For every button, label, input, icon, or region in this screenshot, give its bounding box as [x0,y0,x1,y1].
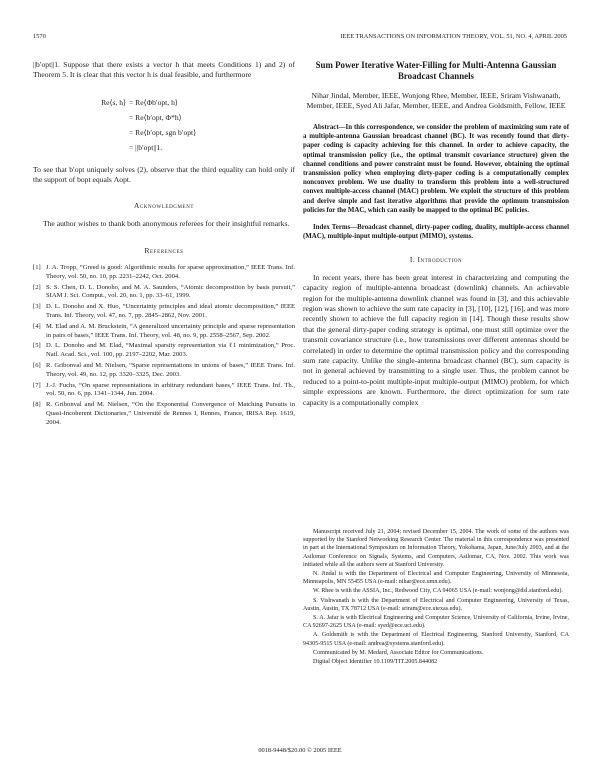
reference-item: [1] J. A. Tropp, “Greed is good: Algorithmic results for sparse approximation,” IEEE Trans. Inf. Theory, vol. 50, no. 10, pp. 2231–2242, Oct. 2004. [33,264,295,280]
footnote: Communicated by M. Medard, Associate Editor for Communications. [313,649,484,656]
reference-item: [5] D. L. Donoho and M. Elad, “Maximal sparsity representation via ℓ1 minimization,” Proc. Natl. Acad. Sci., vol. 100, pp. 2197–2202, Mar. 2003. [33,342,295,359]
author-list: Nihar Jindal, Member, IEEE, Wonjong Rhee, Member, IEEE, Sriram Vishwanath, Member, IEEE, Syed Ali Jafar, Member, IEEE, and Andrea Goldsmith, Fellow, IEEE [306,91,566,110]
reference-item: [4] M. Elad and A. M. Bruckstein, “A generalized uncertainty principle and sparse representation in pairs of bases,” IEEE Trans. Inf. Theory, vol. 48, no. 9, pp. 2558–2567, Sep. 2002. [33,322,295,339]
left-column [33,60,295,430]
proof-opening: ||b′opt||1. Suppose that there exists a vector h that meets Conditions 1) and 2) of Theorem 5. It is clear that this vector h is dual feasible, and furthermore [33,60,295,80]
section-heading: I. Introduction [409,255,463,265]
reference-item: [3] D. L. Donoho and X. Huo, “Uncertainty principles and ideal atomic decomposition,” IEEE Trans. Inf. Theory, vol. 47, no. 7, pp. 2845–2862, Nov. 2001. [33,303,295,320]
reference-item: [7] J.-J. Fuchs, “On sparse representations in arbitrary redundant bases,” IEEE Trans. Inf. Th., vol. 50, no. 6, pp. 1341–1344, Jun. 2004. [33,381,295,398]
paper-title: Sum Power Iterative Water-Filling for Multi-Antenna Gaussian Broadcast Channels [315,60,557,81]
footnote: Digital Object Identifier 10.1109/TIT.2005.844082 [313,659,438,666]
references-heading: References [144,245,184,255]
equation-line: = Re⟨b′opt, sgn b′opt⟩ [129,127,197,137]
footnote: S. Vishwanath is with the Department of Electrical and Computer Engineering, University of Texas, Austin, Austin, TX 78712 USA (e-mail: sriram@ece.utexas.edu). [303,597,569,612]
introduction-text: In recent years, there has been great interest in characterizing and computing the capacity region of multiple-antenna broadcast (downlink) channels. An achievable region for the multiple-antenna downlink channel was found in [3], and this achievable region was shown to achieve the sum rate capacity in [3], [10], [12], [16], and was more recently shown to achieve the full capacity region in [14]. Though these results show that the general dirty-paper coding strategy is optimal, one must still optimize over the transmit covariance structure (i.e., how transmissions over different antennas should be correlated) in order to determine the optimal transmission policy and the corresponding sum rate capacity. Unlike the single-antenna broadcast channel (BC), sum capacity is not in general achieved by transmitting to a single user. Thus, the problem cannot be reduced to a point-to-point multiple-input multiple-output (MIMO) problem, for which simple expressions are known. Furthermore, the direct optimization for sum rate capacity is a computationally complex [303,272,569,407]
footnotes [303,528,569,667]
abstract: Abstract—In this correspondence, we consider the problem of maximizing sum rate of a multiple-antenna Gaussian broadcast channel (BC). It was recently found that dirty-paper coding is capacity achieving for this channel. In order to achieve capacity, the optimal transmission policy (i.e., the optimal transmit covariance structure) given the channel conditions and power constraint must be found. However, obtaining the optimal transmission policy when employing dirty-paper coding is a computationally complex nonconvex problem. We use duality to transform this problem into a well-structured convex multiple-access channel (MAC) problem. We exploit the structure of this problem and derive simple and fast iterative algorithms that provide the optimum transmission policies for the MAC, which can easily be mapped to the optimal BC policies. [303,124,569,214]
reference-item: [2] S. S. Chen, D. L. Donoho, and M. A. Saunders, “Atomic decomposition by basis pursuit,” SIAM J. Sci. Comput., vol. 20, no. 1, pp. 33–61, 1999. [33,283,295,300]
equation-block [33,95,295,155]
running-header: IEEE TRANSACTIONS ON INFORMATION THEORY, VOL. 51, NO. 4, APRIL 2005 [340,33,567,40]
footnote: W. Rhee is with the ASSIA, Inc., Redwood City, CA 94065 USA (e-mail: wonjong@dsl.stanford.edu). [313,588,563,595]
equation-line: Re⟨s, h⟩ = Re⟨Φb′opt, h⟩ [101,97,178,107]
right-column [303,60,569,408]
acknowledgment-heading: Acknowledgment [133,201,195,211]
equation-line: = ||b′opt||1. [129,142,163,152]
equation-line: = Re⟨b′opt, Φ*h⟩ [129,112,182,122]
footnote: N. Jindal is with the Department of Electrical and Computer Engineering, University of Minnesota, Minneapolis, MN 55455 USA (e-mail: nihar@ece.umn.edu). [303,571,569,586]
footnote: S. A. Jafar is with Electrical Engineering and Computer Science, University of California, Irvine, Irvine, CA 92697-2625 USA (e-mail: syed@ece.uci.edu). [303,615,569,630]
footnote: A. Goldsmith is with the Department of Electrical Engineering, Stanford University, Stanford, CA 94305-9515 USA (e-mail: andrea@systems.stanford.edu). [303,632,569,647]
reference-item: [6] R. Gribonval and M. Nielsen, “Sparse representations in unions of bases,” IEEE Trans. Inf. Theory, vol. 49, no. 12, pp. 3320–3325, Dec. 2003. [33,362,295,378]
reference-item: [8] R. Gribonval and M. Nielsen, “On the Exponential Convergence of Matching Pursuits in Quasi-Incoherent Dictionaries,” Université de Rennes I, Rennes, France, IRISA Rep. 1619, 2004. [33,401,295,426]
index-terms: Index Terms—Broadcast channel, dirty-paper coding, duality, multiple-access channel (MAC), multiple-input multiple-output (MIMO), systems. [303,224,569,241]
proof-closing: To see that b′opt uniquely solves (2), observe that the third equality can hold only if the support of bopt equals Λopt. [33,164,295,184]
copyright-footer: 0018-9448/$20.00 © 2005 IEEE [258,747,342,754]
reference-list [33,264,295,428]
footnote: Manuscript received July 21, 2004; revised December 15, 2004. The work of some of the authors was supported by the Stanford Networking Research Center. The material in this correspondence was presented in part at the International Symposium on Information Theory, Yokohama, Japan, June/July 2003, and at the Asilomar Conference on Signals, Systems, and Computers, Asilomar, CA, Nov. 2002. This work was initiated while all the authors were at Stanford University. [303,529,569,568]
acknowledgment-text: The author wishes to thank both anonymous referees for their insightful remarks. [43,219,290,229]
page-number: 1570 [33,33,46,40]
